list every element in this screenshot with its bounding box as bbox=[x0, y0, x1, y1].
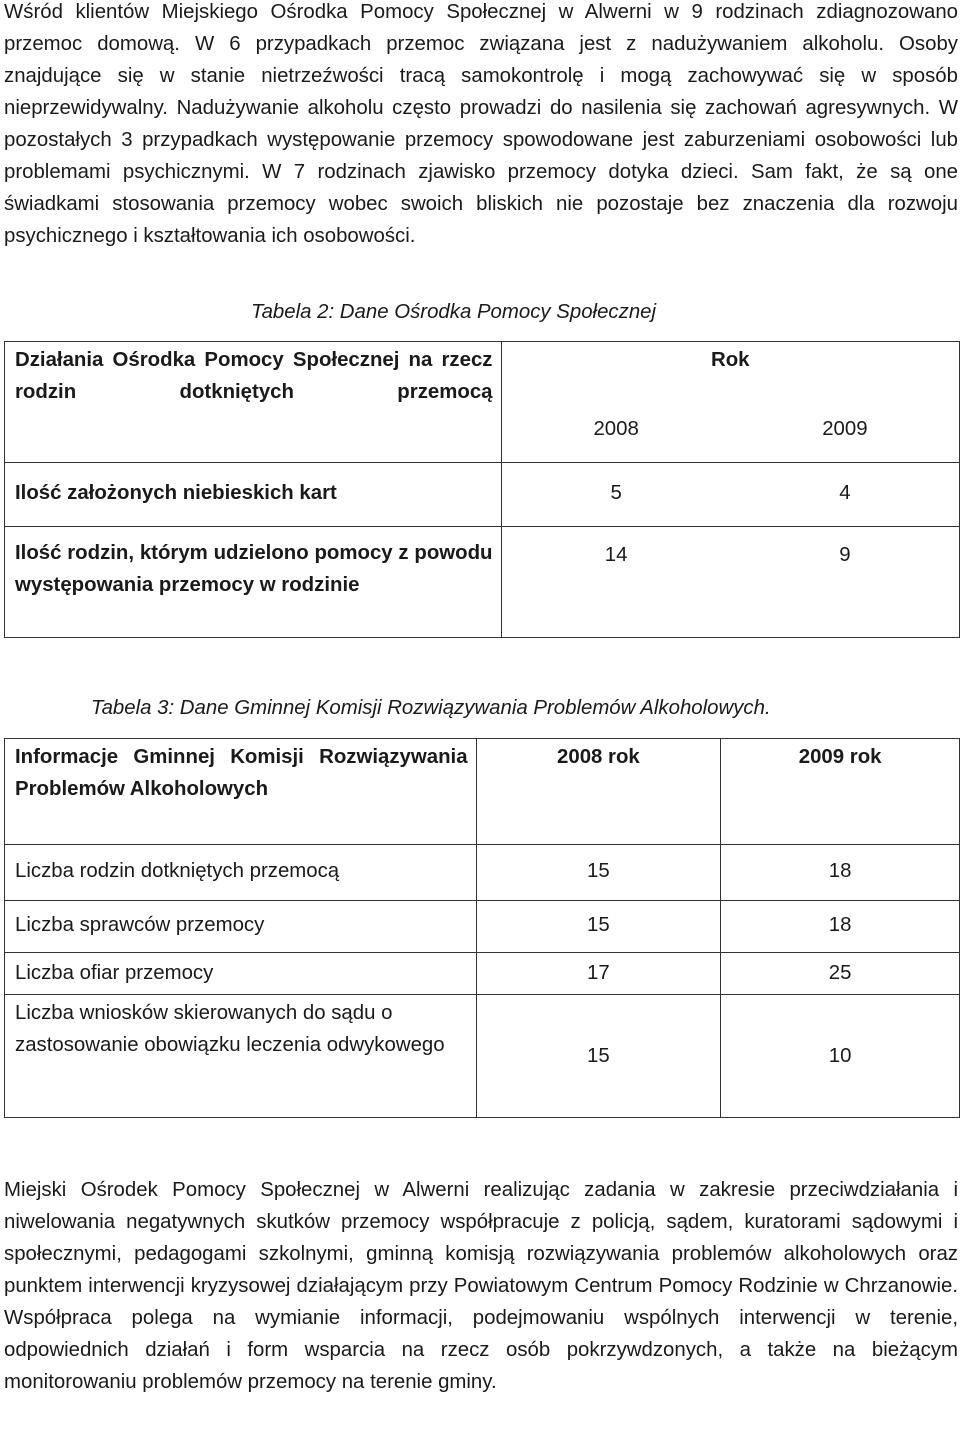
table-3-caption: Tabela 3: Dane Gminnej Komisji Rozwiązywania Problemów Alkoholowych. bbox=[91, 697, 771, 719]
table-3-cell: 18 bbox=[721, 845, 960, 901]
table-3 bbox=[4, 738, 960, 1118]
table-2-cell: 14 bbox=[501, 527, 731, 638]
table-row bbox=[5, 995, 960, 1118]
table-3-cell: 15 bbox=[476, 901, 721, 953]
table-3-year-2009: 2009 rok bbox=[721, 739, 960, 845]
table-3-cell: 18 bbox=[721, 901, 960, 953]
table-row bbox=[5, 953, 960, 995]
table-row bbox=[5, 463, 960, 527]
table-3-header-label: Informacje Gminnej Komisji Rozwiązywania Problemów Alkoholowych bbox=[5, 739, 477, 845]
table-2-cell: 4 bbox=[731, 463, 960, 527]
table-2-year-2009: 2009 bbox=[731, 391, 960, 463]
table-2-cell: 9 bbox=[731, 527, 960, 638]
table-2-row-label: Ilość założonych niebieskich kart bbox=[5, 463, 502, 527]
table-3-cell: 17 bbox=[476, 953, 721, 995]
table-2-caption: Tabela 2: Dane Ośrodka Pomocy Społecznej bbox=[251, 301, 657, 323]
table-row bbox=[5, 901, 960, 953]
table-2-header-label: Działania Ośrodka Pomocy Społecznej na rzecz rodzin dotkniętych przemocą bbox=[5, 342, 502, 463]
table-3-cell: 15 bbox=[476, 995, 721, 1118]
table-2-year-2008: 2008 bbox=[501, 391, 731, 463]
table-3-cell: 10 bbox=[721, 995, 960, 1118]
table-3-cell: 15 bbox=[476, 845, 721, 901]
table-2-cell: 5 bbox=[501, 463, 731, 527]
table-2 bbox=[4, 341, 960, 638]
table-2-row-label: Ilość rodzin, którym udzielono pomocy z powodu występowania przemocy w rodzinie bbox=[5, 527, 502, 638]
table-2-header-group: Rok bbox=[501, 342, 959, 391]
table-row bbox=[5, 527, 960, 638]
table-3-row-label: Liczba ofiar przemocy bbox=[5, 953, 477, 995]
table-3-cell: 25 bbox=[721, 953, 960, 995]
intro-paragraph: Wśród klientów Miejskiego Ośrodka Pomocy Społecznej w Alwerni w 9 rodzinach zdiagnozowano przemoc domową. W 6 przypadkach przemoc związana jest z nadużywaniem alkoholu. Osoby znajdujące się w stanie nietrzeźwości tracą samokontrolę i mogą zachowywać się w sposób nieprzewidywalny. Nadużywanie alkoholu często prowadzi do nasilenia się zachowań agresywnych. W pozostałych 3 przypadkach występowanie przemocy spowodowane jest zaburzeniami osobowości lub problemami psychicznymi. W 7 rodzinach zjawisko przemocy dotyka dzieci. Sam fakt, że są one świadkami stosowania przemocy wobec swoich bliskich nie pozostaje bez znaczenia dla rozwoju psychicznego i kształtowania ich osobowości. bbox=[4, 1, 958, 247]
table-3-row-label: Liczba rodzin dotkniętych przemocą bbox=[5, 845, 477, 901]
table-3-year-2008: 2008 rok bbox=[476, 739, 721, 845]
table-3-row-label: Liczba wniosków skierowanych do sądu o zastosowanie obowiązku leczenia odwykowego bbox=[5, 995, 477, 1118]
closing-paragraph: Miejski Ośrodek Pomocy Społecznej w Alwerni realizując zadania w zakresie przeciwdziałania i niwelowania negatywnych skutków przemocy współpracuje z policją, sądem, kuratorami sądowymi i społecznymi, pedagogami szkolnymi, gminną komisją rozwiązywania problemów alkoholowych oraz punktem interwencji kryzysowej działającym przy Powiatowym Centrum Pomocy Rodzinie w Chrzanowie. Współpraca polega na wymianie informacji, podejmowaniu wspólnych interwencji w terenie, odpowiednich działań i form wsparcia na rzecz osób pokrzywdzonych, a także na bieżącym monitorowaniu problemów przemocy na terenie gminy. bbox=[4, 1179, 958, 1393]
table-3-row-label: Liczba sprawców przemocy bbox=[5, 901, 477, 953]
table-row bbox=[5, 845, 960, 901]
